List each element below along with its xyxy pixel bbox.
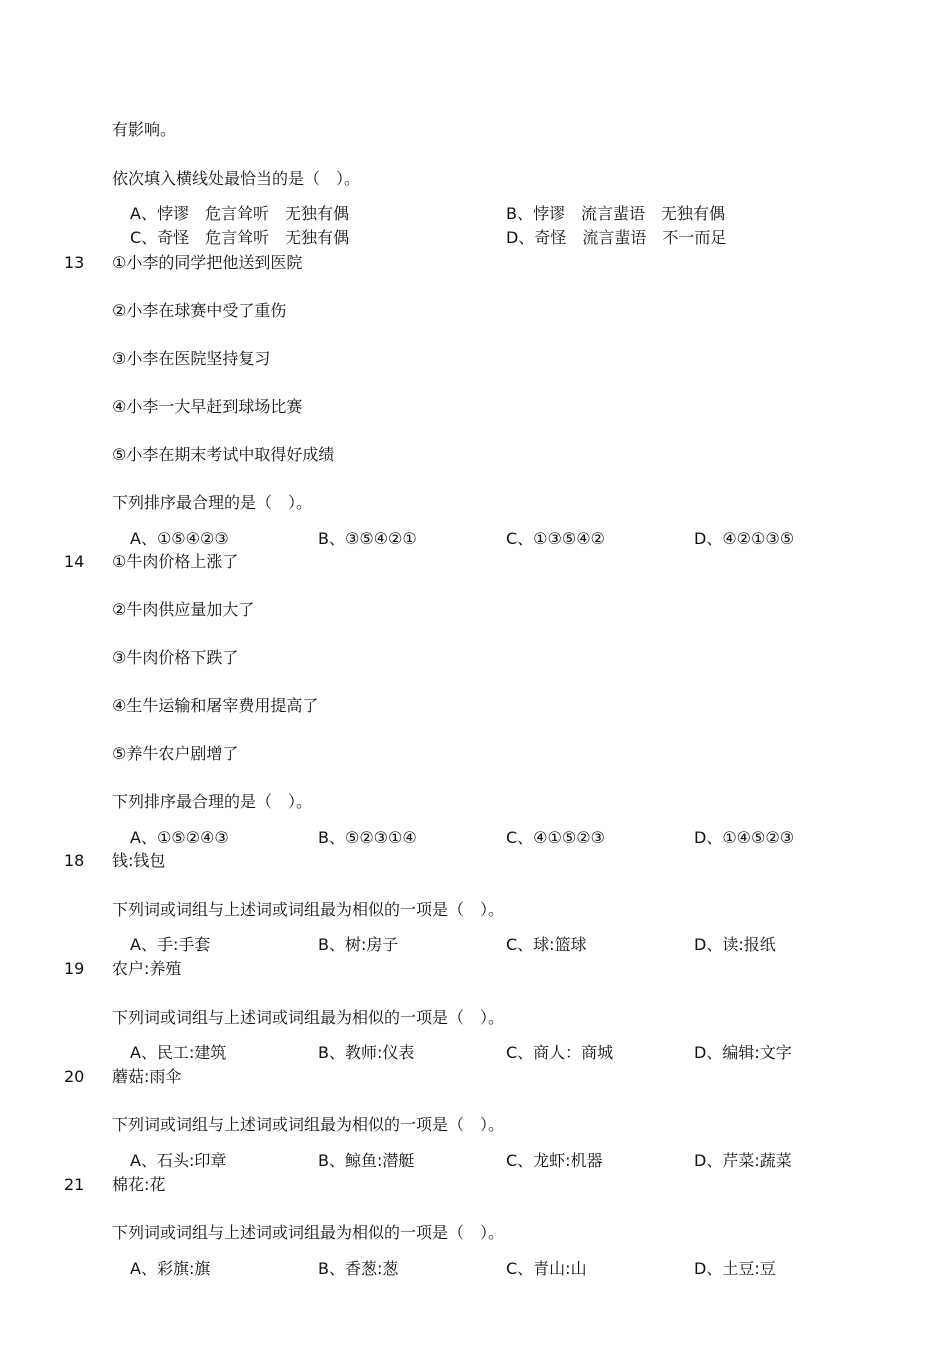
q18-option-a: A、手:手套 [130,935,211,954]
q21-option-c: C、青山:山 [506,1259,587,1278]
q20-option-d: D、芹菜:蔬菜 [694,1151,792,1170]
q12-option-c: C、奇怪 危言耸听 无独有偶 [130,228,350,247]
q13-item-5: ⑤小李在期末考试中取得好成绩 [112,445,335,464]
q14-option-a: A、①⑤②④③ [130,828,229,847]
q13-option-a: A、①⑤④②③ [130,529,229,548]
q20-prompt: 下列词或词组与上述词或词组最为相似的一项是（ ）。 [112,1115,505,1134]
q18-number: 18 [64,851,85,870]
q19-prompt: 下列词或词组与上述词或词组最为相似的一项是（ ）。 [112,1008,505,1027]
q12-option-a: A、悖谬 危言耸听 无独有偶 [130,204,349,223]
q19-number: 19 [64,959,85,978]
q19-option-d: D、编辑:文字 [694,1043,792,1062]
q21-stem: 棉花:花 [112,1175,166,1194]
q14-option-c: C、④①⑤②③ [506,828,605,847]
q19-option-b: B、教师:仪表 [318,1043,415,1062]
q13-option-d: D、④②①③⑤ [694,529,795,548]
intro-text: 有影响。 [112,120,177,139]
q18-prompt: 下列词或词组与上述词或词组最为相似的一项是（ ）。 [112,900,505,919]
q13-prompt: 下列排序最合理的是（ ）。 [112,493,313,512]
q21-option-b: B、香葱:葱 [318,1259,399,1278]
q13-number: 13 [64,253,85,272]
q19-stem: 农户:养殖 [112,959,182,978]
q19-option-a: A、民工:建筑 [130,1043,227,1062]
q20-option-c: C、龙虾:机器 [506,1151,603,1170]
q20-number: 20 [64,1067,85,1086]
q18-stem: 钱:钱包 [112,851,166,870]
q14-item-4: ④生牛运输和屠宰费用提高了 [112,696,319,715]
q14-item-5: ⑤养牛农户剧增了 [112,744,239,763]
q14-item-2: ②牛肉供应量加大了 [112,600,255,619]
q19-option-c: C、商人：商城 [506,1043,614,1062]
q13-option-c: C、①③⑤④② [506,529,605,548]
q13-option-b: B、③⑤④②① [318,529,417,548]
q21-option-d: D、土豆:豆 [694,1259,776,1278]
q13-item-2: ②小李在球赛中受了重伤 [112,301,287,320]
q18-option-d: D、读:报纸 [694,935,776,954]
q20-option-b: B、鲸鱼:潜艇 [318,1151,415,1170]
q14-option-d: D、①④⑤②③ [694,828,795,847]
q21-prompt: 下列词或词组与上述词或词组最为相似的一项是（ ）。 [112,1223,505,1242]
q12-option-d: D、奇怪 流言蜚语 不一而足 [506,228,727,247]
q20-option-a: A、石头:印章 [130,1151,227,1170]
q18-option-b: B、树:房子 [318,935,399,954]
q13-item-1: ①小李的同学把他送到医院 [112,253,303,272]
q14-item-1: ①牛肉价格上涨了 [112,552,239,571]
q20-stem: 蘑菇:雨伞 [112,1067,182,1086]
q12-prompt: 依次填入横线处最恰当的是（ ）。 [112,169,361,188]
q14-prompt: 下列排序最合理的是（ ）。 [112,792,313,811]
q12-option-b: B、悖谬 流言蜚语 无独有偶 [506,204,725,223]
q13-item-4: ④小李一大早赶到球场比赛 [112,397,303,416]
q14-option-b: B、⑤②③①④ [318,828,417,847]
q21-number: 21 [64,1175,85,1194]
q18-option-c: C、球:篮球 [506,935,587,954]
q21-option-a: A、彩旗:旗 [130,1259,211,1278]
q14-item-3: ③牛肉价格下跌了 [112,648,239,667]
q14-number: 14 [64,552,85,571]
q13-item-3: ③小李在医院坚持复习 [112,349,271,368]
